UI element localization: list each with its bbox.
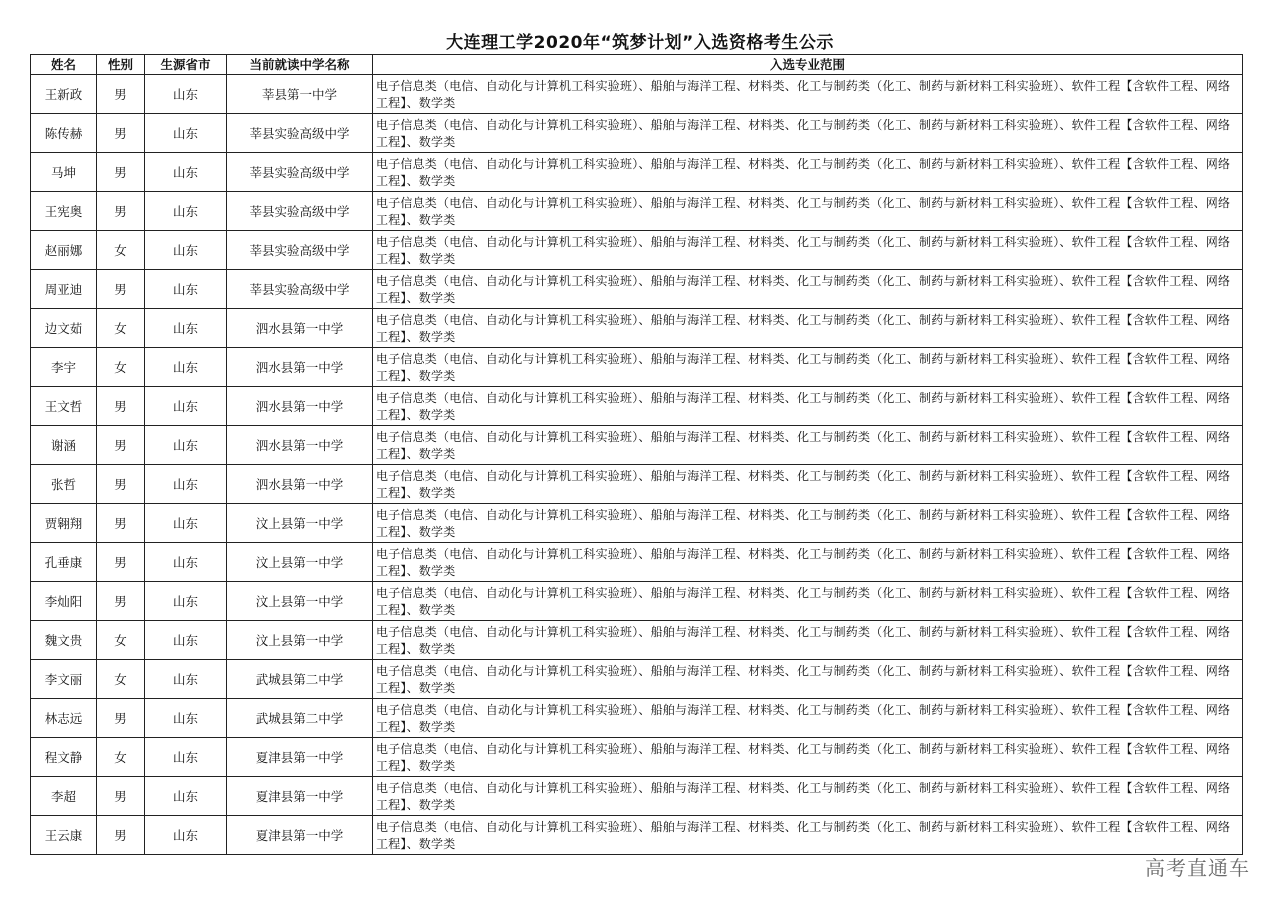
table-row bbox=[31, 543, 1243, 582]
cell-school: 汶上县第一中学 bbox=[227, 543, 373, 582]
cell-scope: 电子信息类（电信、自动化与计算机工科实验班）、船舶与海洋工程、材料类、化工与制药类（化工、制药与新材料工科实验班）、软件工程【含软件工程、网络工程】、数学类 bbox=[373, 192, 1243, 231]
cell-scope: 电子信息类（电信、自动化与计算机工科实验班）、船舶与海洋工程、材料类、化工与制药类（化工、制药与新材料工科实验班）、软件工程【含软件工程、网络工程】、数学类 bbox=[373, 504, 1243, 543]
cell-scope: 电子信息类（电信、自动化与计算机工科实验班）、船舶与海洋工程、材料类、化工与制药类（化工、制药与新材料工科实验班）、软件工程【含软件工程、网络工程】、数学类 bbox=[373, 621, 1243, 660]
cell-gender: 女 bbox=[97, 621, 145, 660]
cell-name: 王文哲 bbox=[31, 387, 97, 426]
table-row bbox=[31, 387, 1243, 426]
cell-name: 边文茹 bbox=[31, 309, 97, 348]
cell-scope: 电子信息类（电信、自动化与计算机工科实验班）、船舶与海洋工程、材料类、化工与制药类（化工、制药与新材料工科实验班）、软件工程【含软件工程、网络工程】、数学类 bbox=[373, 387, 1243, 426]
cell-scope: 电子信息类（电信、自动化与计算机工科实验班）、船舶与海洋工程、材料类、化工与制药类（化工、制药与新材料工科实验班）、软件工程【含软件工程、网络工程】、数学类 bbox=[373, 699, 1243, 738]
cell-province: 山东 bbox=[145, 387, 227, 426]
document-title: 大连理工学2020年“筑梦计划”入选资格考生公示 bbox=[446, 33, 834, 53]
cell-scope: 电子信息类（电信、自动化与计算机工科实验班）、船舶与海洋工程、材料类、化工与制药类（化工、制药与新材料工科实验班）、软件工程【含软件工程、网络工程】、数学类 bbox=[373, 816, 1243, 855]
cell-province: 山东 bbox=[145, 504, 227, 543]
table-row bbox=[31, 465, 1243, 504]
cell-school: 夏津县第一中学 bbox=[227, 777, 373, 816]
cell-gender: 男 bbox=[97, 153, 145, 192]
table-row bbox=[31, 270, 1243, 309]
cell-province: 山东 bbox=[145, 621, 227, 660]
cell-province: 山东 bbox=[145, 582, 227, 621]
cell-school: 泗水县第一中学 bbox=[227, 465, 373, 504]
cell-scope: 电子信息类（电信、自动化与计算机工科实验班）、船舶与海洋工程、材料类、化工与制药类（化工、制药与新材料工科实验班）、软件工程【含软件工程、网络工程】、数学类 bbox=[373, 348, 1243, 387]
cell-school: 泗水县第一中学 bbox=[227, 348, 373, 387]
cell-name: 程文静 bbox=[31, 738, 97, 777]
cell-province: 山东 bbox=[145, 270, 227, 309]
cell-province: 山东 bbox=[145, 738, 227, 777]
cell-name: 王新政 bbox=[31, 75, 97, 114]
table-row bbox=[31, 738, 1243, 777]
cell-school: 汶上县第一中学 bbox=[227, 504, 373, 543]
cell-name: 王宪奥 bbox=[31, 192, 97, 231]
cell-school: 武城县第二中学 bbox=[227, 699, 373, 738]
cell-scope: 电子信息类（电信、自动化与计算机工科实验班）、船舶与海洋工程、材料类、化工与制药类（化工、制药与新材料工科实验班）、软件工程【含软件工程、网络工程】、数学类 bbox=[373, 75, 1243, 114]
cell-gender: 男 bbox=[97, 387, 145, 426]
cell-name: 孔垂康 bbox=[31, 543, 97, 582]
cell-gender: 男 bbox=[97, 270, 145, 309]
cell-scope: 电子信息类（电信、自动化与计算机工科实验班）、船舶与海洋工程、材料类、化工与制药类（化工、制药与新材料工科实验班）、软件工程【含软件工程、网络工程】、数学类 bbox=[373, 465, 1243, 504]
header-province: 生源省市 bbox=[145, 55, 227, 75]
cell-province: 山东 bbox=[145, 543, 227, 582]
cell-school: 莘县实验高级中学 bbox=[227, 231, 373, 270]
table-row bbox=[31, 348, 1243, 387]
cell-gender: 女 bbox=[97, 660, 145, 699]
cell-gender: 男 bbox=[97, 114, 145, 153]
cell-scope: 电子信息类（电信、自动化与计算机工科实验班）、船舶与海洋工程、材料类、化工与制药类（化工、制药与新材料工科实验班）、软件工程【含软件工程、网络工程】、数学类 bbox=[373, 543, 1243, 582]
cell-name: 贾翱翔 bbox=[31, 504, 97, 543]
cell-gender: 男 bbox=[97, 582, 145, 621]
table-row bbox=[31, 114, 1243, 153]
table-row bbox=[31, 192, 1243, 231]
cell-school: 莘县实验高级中学 bbox=[227, 114, 373, 153]
cell-scope: 电子信息类（电信、自动化与计算机工科实验班）、船舶与海洋工程、材料类、化工与制药类（化工、制药与新材料工科实验班）、软件工程【含软件工程、网络工程】、数学类 bbox=[373, 153, 1243, 192]
cell-school: 泗水县第一中学 bbox=[227, 309, 373, 348]
cell-school: 莘县第一中学 bbox=[227, 75, 373, 114]
cell-gender: 男 bbox=[97, 504, 145, 543]
cell-province: 山东 bbox=[145, 348, 227, 387]
cell-province: 山东 bbox=[145, 660, 227, 699]
cell-province: 山东 bbox=[145, 699, 227, 738]
cell-school: 汶上县第一中学 bbox=[227, 621, 373, 660]
cell-school: 夏津县第一中学 bbox=[227, 738, 373, 777]
cell-scope: 电子信息类（电信、自动化与计算机工科实验班）、船舶与海洋工程、材料类、化工与制药类（化工、制药与新材料工科实验班）、软件工程【含软件工程、网络工程】、数学类 bbox=[373, 231, 1243, 270]
cell-province: 山东 bbox=[145, 153, 227, 192]
cell-gender: 男 bbox=[97, 75, 145, 114]
cell-name: 李灿阳 bbox=[31, 582, 97, 621]
table-row bbox=[31, 660, 1243, 699]
cell-province: 山东 bbox=[145, 75, 227, 114]
cell-name: 陈传赫 bbox=[31, 114, 97, 153]
cell-scope: 电子信息类（电信、自动化与计算机工科实验班）、船舶与海洋工程、材料类、化工与制药类（化工、制药与新材料工科实验班）、软件工程【含软件工程、网络工程】、数学类 bbox=[373, 738, 1243, 777]
cell-province: 山东 bbox=[145, 426, 227, 465]
table-row bbox=[31, 153, 1243, 192]
cell-scope: 电子信息类（电信、自动化与计算机工科实验班）、船舶与海洋工程、材料类、化工与制药类（化工、制药与新材料工科实验班）、软件工程【含软件工程、网络工程】、数学类 bbox=[373, 309, 1243, 348]
header-school: 当前就读中学名称 bbox=[227, 55, 373, 75]
cell-school: 泗水县第一中学 bbox=[227, 387, 373, 426]
cell-gender: 女 bbox=[97, 309, 145, 348]
header-gender: 性别 bbox=[97, 55, 145, 75]
cell-name: 王云康 bbox=[31, 816, 97, 855]
cell-name: 赵丽娜 bbox=[31, 231, 97, 270]
cell-gender: 男 bbox=[97, 777, 145, 816]
cell-school: 夏津县第一中学 bbox=[227, 816, 373, 855]
cell-gender: 男 bbox=[97, 465, 145, 504]
cell-province: 山东 bbox=[145, 192, 227, 231]
cell-gender: 男 bbox=[97, 699, 145, 738]
cell-gender: 男 bbox=[97, 816, 145, 855]
cell-name: 魏文贵 bbox=[31, 621, 97, 660]
cell-name: 马坤 bbox=[31, 153, 97, 192]
cell-name: 李超 bbox=[31, 777, 97, 816]
cell-school: 泗水县第一中学 bbox=[227, 426, 373, 465]
cell-province: 山东 bbox=[145, 777, 227, 816]
header-scope: 入选专业范围 bbox=[373, 55, 1243, 75]
header-name: 姓名 bbox=[31, 55, 97, 75]
cell-name: 谢涵 bbox=[31, 426, 97, 465]
table-row bbox=[31, 621, 1243, 660]
cell-school: 莘县实验高级中学 bbox=[227, 153, 373, 192]
cell-scope: 电子信息类（电信、自动化与计算机工科实验班）、船舶与海洋工程、材料类、化工与制药类（化工、制药与新材料工科实验班）、软件工程【含软件工程、网络工程】、数学类 bbox=[373, 114, 1243, 153]
cell-scope: 电子信息类（电信、自动化与计算机工科实验班）、船舶与海洋工程、材料类、化工与制药类（化工、制药与新材料工科实验班）、软件工程【含软件工程、网络工程】、数学类 bbox=[373, 660, 1243, 699]
cell-scope: 电子信息类（电信、自动化与计算机工科实验班）、船舶与海洋工程、材料类、化工与制药类（化工、制药与新材料工科实验班）、软件工程【含软件工程、网络工程】、数学类 bbox=[373, 270, 1243, 309]
table-row bbox=[31, 504, 1243, 543]
table-row bbox=[31, 309, 1243, 348]
table-row bbox=[31, 426, 1243, 465]
cell-name: 林志远 bbox=[31, 699, 97, 738]
cell-gender: 男 bbox=[97, 543, 145, 582]
watermark-text: 高考直通车 bbox=[1145, 856, 1250, 880]
cell-province: 山东 bbox=[145, 309, 227, 348]
cell-province: 山东 bbox=[145, 816, 227, 855]
cell-name: 张哲 bbox=[31, 465, 97, 504]
cell-gender: 女 bbox=[97, 348, 145, 387]
cell-province: 山东 bbox=[145, 231, 227, 270]
cell-name: 李宇 bbox=[31, 348, 97, 387]
candidate-table bbox=[30, 54, 1243, 855]
cell-gender: 男 bbox=[97, 426, 145, 465]
cell-scope: 电子信息类（电信、自动化与计算机工科实验班）、船舶与海洋工程、材料类、化工与制药类（化工、制药与新材料工科实验班）、软件工程【含软件工程、网络工程】、数学类 bbox=[373, 426, 1243, 465]
table-row bbox=[31, 699, 1243, 738]
table-body bbox=[31, 75, 1243, 855]
cell-gender: 女 bbox=[97, 231, 145, 270]
cell-name: 周亚迪 bbox=[31, 270, 97, 309]
cell-province: 山东 bbox=[145, 114, 227, 153]
table-row bbox=[31, 231, 1243, 270]
table-row bbox=[31, 582, 1243, 621]
cell-province: 山东 bbox=[145, 465, 227, 504]
table-row bbox=[31, 777, 1243, 816]
table-row bbox=[31, 75, 1243, 114]
cell-gender: 男 bbox=[97, 192, 145, 231]
cell-name: 李文丽 bbox=[31, 660, 97, 699]
cell-gender: 女 bbox=[97, 738, 145, 777]
cell-school: 莘县实验高级中学 bbox=[227, 192, 373, 231]
cell-school: 汶上县第一中学 bbox=[227, 582, 373, 621]
cell-school: 武城县第二中学 bbox=[227, 660, 373, 699]
cell-scope: 电子信息类（电信、自动化与计算机工科实验班）、船舶与海洋工程、材料类、化工与制药类（化工、制药与新材料工科实验班）、软件工程【含软件工程、网络工程】、数学类 bbox=[373, 582, 1243, 621]
cell-school: 莘县实验高级中学 bbox=[227, 270, 373, 309]
table-header-row bbox=[31, 55, 1243, 75]
table-row bbox=[31, 816, 1243, 855]
cell-scope: 电子信息类（电信、自动化与计算机工科实验班）、船舶与海洋工程、材料类、化工与制药类（化工、制药与新材料工科实验班）、软件工程【含软件工程、网络工程】、数学类 bbox=[373, 777, 1243, 816]
